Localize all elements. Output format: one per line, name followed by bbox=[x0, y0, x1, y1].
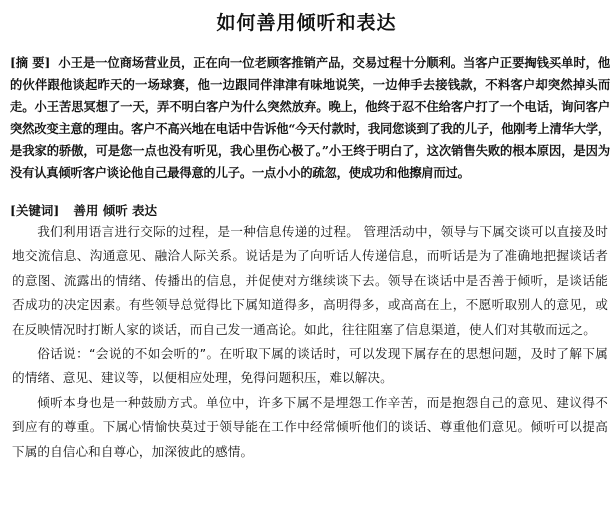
body-paragraph: 我们利用语言进行交际的过程，是一种信息传递的过程。 管理活动中，领导与下属交谈可以直接及时地交流信息、沟通意见、融洽人际关系。说话是为了向听话人传递信息，而听话是为了准确地把握谈话者的意图、流露出的情绪、传播出的信息，并促使对方继续谈下去。领导在谈话中是否善于倾听，是谈话能否成功的决定因素。有些领导总觉得比下属知道得多，高明得多，或高高在上，不愿听取别人的意见，或在反映情况时打断人家的谈话，而自己发一通高论。如此，往往阻塞了信息渠道，使人们对其敬而远之。 bbox=[12, 224, 608, 337]
body-text bbox=[12, 216, 608, 464]
abstract-section bbox=[10, 52, 610, 184]
keywords-text: 善用 倾听 表达 bbox=[73, 203, 158, 218]
body-paragraph: 倾听本身也是一种鼓励方式。单位中，许多下属不是埋怨工作辛苦，而是抱怨自己的意见、建议得不到应有的尊重。下属心情愉快莫过于领导能在工作中经常倾听他们的谈话、尊重他们意见。倾听可以提高下属的自信心和自尊心，加深彼此的感情。 bbox=[12, 394, 608, 459]
document-title: 如何善用倾听和表达 bbox=[216, 12, 397, 34]
body-paragraph: 俗话说：“会说的不如会听的”。在听取下属的谈话时，可以发现下属存在的思想问题，及时了解下属的情绪、意见、建议等，以便相应处理，免得问题积压，难以解决。 bbox=[12, 346, 608, 386]
keywords-label: [关键词] bbox=[10, 203, 60, 218]
abstract-text: 小王是一位商场营业员，正在向一位老顾客推销产品，交易过程十分顺利。当客户正要掏钱买单时，他的伙伴跟他谈起昨天的一场球赛，他一边跟同伴津津有味地说笑，一边伸手去接钱款，不料客户却突然掉头而走。小王苦思冥想了一天，弄不明白客户为什么突然放弃。晚上，他终于忍不住给客户打了一个电话，询问客户突然改变主意的理由。客户不高兴地在电话中告诉他“今天付款时，我同您谈到了我的儿子，他刚考上清华大学，是我家的骄傲，可是您一点也没有听见，我心里伤心极了。”小王终于明白了，这次销售失败的根本原因，是因为没有认真倾听客户谈论他自己最得意的儿子。一点小小的疏忽，使成功和他擦肩而过。 bbox=[10, 55, 610, 180]
abstract-label: [摘 要] bbox=[10, 55, 51, 70]
